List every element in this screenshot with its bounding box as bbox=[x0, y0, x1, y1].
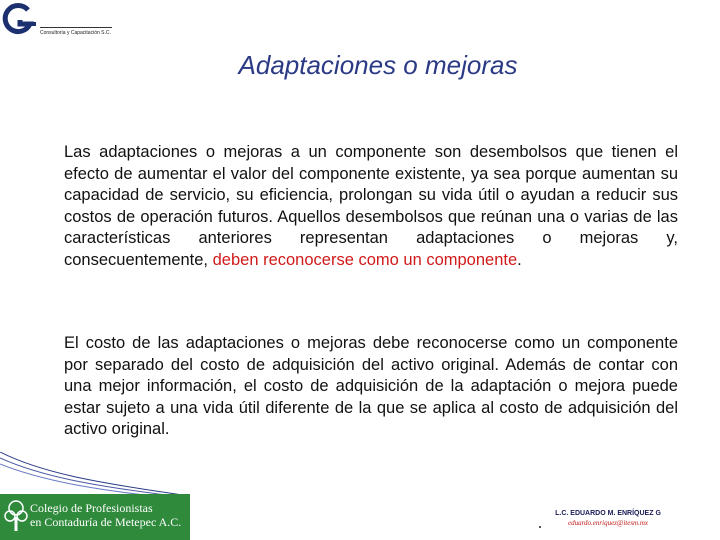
paragraph-2: El costo de las adaptaciones o mejoras debe reconocerse como un componente por separado del costo de adquisición del activo original. Además de contar con una mejor información, el costo de adquisición de la adaptación o mejora puede estar sujeto a una vida útil diferente de la que se aplica al costo de adquisición del activo original. bbox=[64, 334, 678, 438]
college-name-line-1: Colegio de Profesionistas bbox=[30, 501, 153, 515]
company-logo-mark bbox=[2, 2, 38, 36]
company-logo bbox=[2, 2, 112, 38]
paragraph-1 bbox=[64, 142, 678, 271]
college-name bbox=[30, 501, 181, 529]
paragraph-1-text: Las adaptaciones o mejoras a un componente son desembolsos que tienen el efecto de aumentar el valor del componente existente, ya sea porque aumentan su capacidad de servicio, su eficiencia, prolongan su vida útil o ayudan a reducir sus costos de operación futuros. Aquellos desembolsos que reúnan una o varias de las características anteriores representan adaptaciones o mejoras y, consecuentemente, bbox=[64, 143, 678, 269]
author-name: L.C. EDUARDO M. ENRÍQUEZ G bbox=[555, 510, 661, 517]
logo-subtext: Consultoría y Capacitación S.C. bbox=[40, 30, 111, 36]
author-signature bbox=[548, 510, 668, 527]
author-email[interactable]: eduardo.enriquez@itesm.mx bbox=[567, 519, 649, 527]
footer-bullet bbox=[539, 526, 541, 528]
page-title: Adaptaciones o mejoras bbox=[238, 50, 518, 80]
college-logo bbox=[0, 494, 190, 540]
paragraph-1-highlight: deben reconocerse como un componente bbox=[212, 250, 518, 269]
logo-divider bbox=[40, 27, 112, 28]
college-name-line-2: en Contaduría de Metepec A.C. bbox=[30, 515, 182, 529]
tree-icon bbox=[4, 499, 28, 533]
paragraph-1-end: . bbox=[517, 250, 522, 269]
